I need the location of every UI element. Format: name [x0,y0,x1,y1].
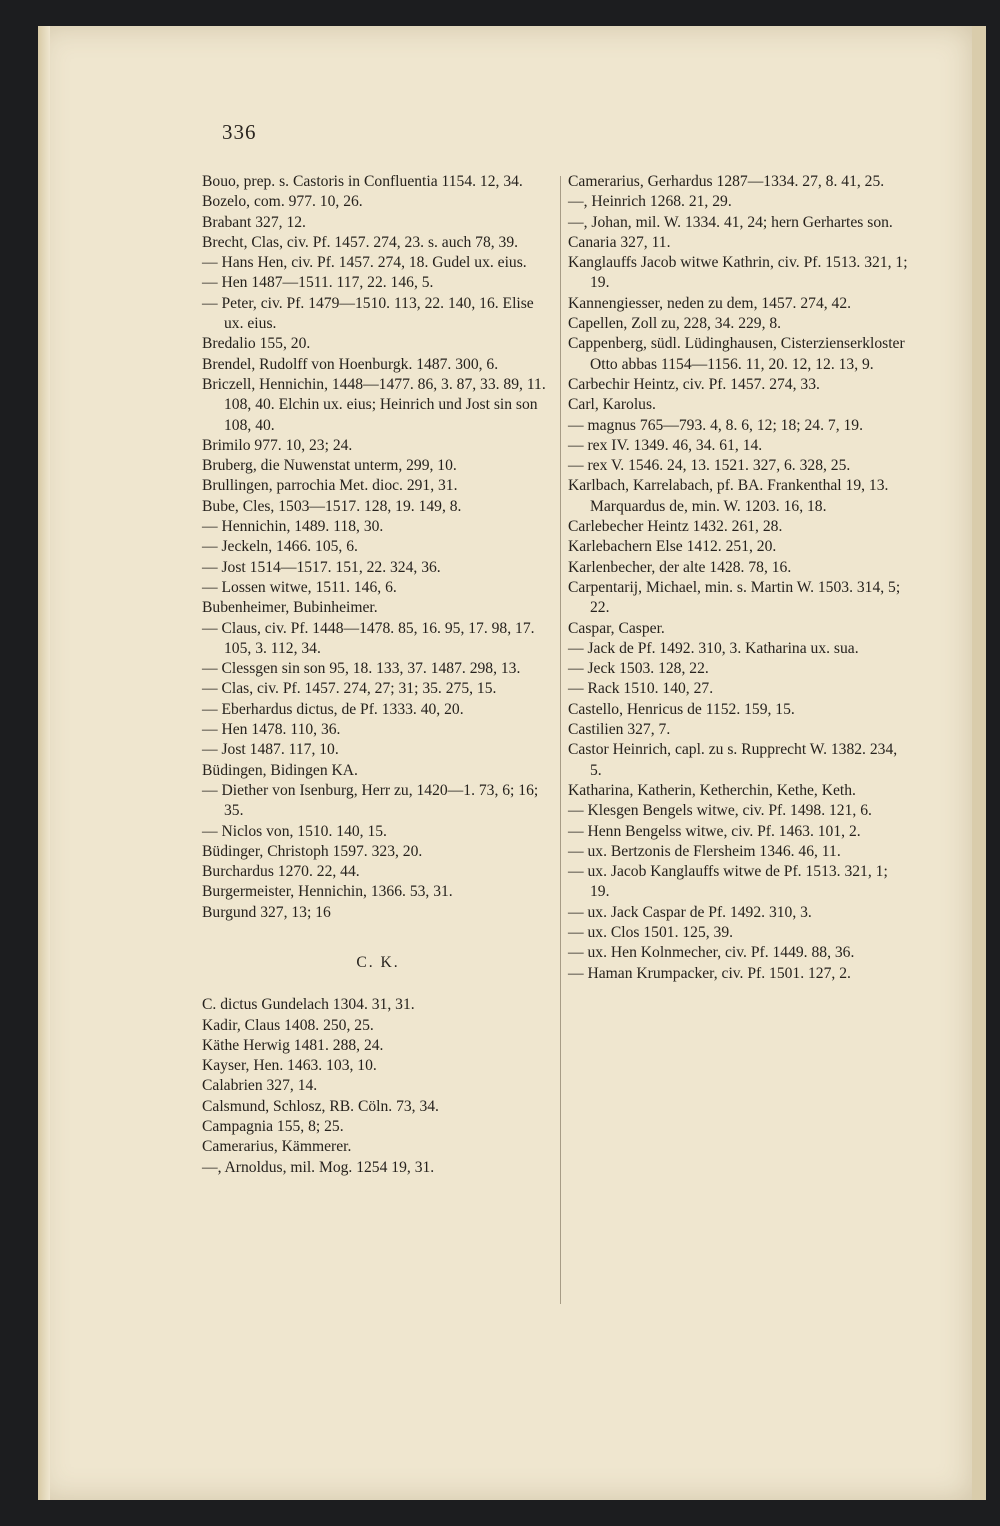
index-entry: — Haman Krumpacker, civ. Pf. 1501. 127, 2. [568,964,851,982]
index-entry: Karlebachern Else 1412. 251, 20. [568,538,777,556]
index-entry: Bube, Cles, 1503—1517. 128, 19. 149, 8. [202,497,462,515]
index-entry: — Hans Hen, civ. Pf. 1457. 274, 18. Gudel ux. eius. [202,254,527,272]
index-entry: —, Heinrich 1268. 21, 29. [568,193,732,211]
index-entry: — rex IV. 1349. 46, 34. 61, 14. [568,436,763,454]
index-entry: — ux. Clos 1501. 125, 39. [568,923,734,941]
column-divider [560,176,561,1304]
index-entries-b-burg [202,172,554,923]
index-entry: Brullingen, parrochia Met. dioc. 291, 31. [202,477,458,495]
index-entry: Bozelo, com. 977. 10, 26. [202,193,363,211]
page-edge [972,26,986,1500]
page-gutter [38,26,50,1500]
index-entry: — Claus, civ. Pf. 1448—1478. 85, 16. 95, 17. 98, 17. 105, 3. 112, 34. [202,619,535,657]
section-heading: C. K. [356,953,400,971]
index-entry: Camerarius, Kämmerer. [202,1138,352,1156]
index-entry: Briczell, Hennichin, 1448—1477. 86, 3. 87, 33. 89, 11. 108, 40. Elchin ux. eius; Heinrich und Jost sin son 108, 40. [202,375,546,434]
index-entry: — Jeck 1503. 128, 22. [568,660,709,678]
index-entry: — Rack 1510. 140, 27. [568,680,714,698]
index-entry: —, Arnoldus, mil. Mog. 1254 19, 31. [202,1158,435,1176]
index-entry: — ux. Jack Caspar de Pf. 1492. 310, 3. [568,903,812,921]
index-entry: — ux. Bertzonis de Flersheim 1346. 46, 11. [568,842,841,860]
index-entry: Bredalio 155, 20. [202,335,311,353]
index-entry: — Eberhardus dictus, de Pf. 1333. 40, 20. [202,700,464,718]
index-entry: — Henn Bengelss witwe, civ. Pf. 1463. 101, 2. [568,822,861,840]
index-entry: — ux. Hen Kolnmecher, civ. Pf. 1449. 88, 36. [568,944,855,962]
index-entry: Canaria 327, 11. [568,233,671,251]
index-entry: Kannengiesser, neden zu dem, 1457. 274, 42. [568,294,852,312]
index-entry: Carl, Karolus. [568,396,656,414]
index-entry: — Lossen witwe, 1511. 146, 6. [202,578,397,596]
index-entry: Brendel, Rudolff von Hoenburgk. 1487. 300, 6. [202,355,499,373]
index-entry: Bubenheimer, Bubinheimer. [202,599,378,617]
index-entry: Caspar, Casper. [568,619,665,637]
index-entry: — Hennichin, 1489. 118, 30. [202,518,384,536]
left-column [202,172,554,1178]
index-entry: Käthe Herwig 1481. 288, 24. [202,1036,384,1054]
index-entry: C. dictus Gundelach 1304. 31, 31. [202,996,415,1014]
index-entry: Karlenbecher, der alte 1428. 78, 16. [568,558,792,576]
index-entry: Brabant 327, 12. [202,213,306,231]
index-entry: Büdinger, Christoph 1597. 323, 20. [202,842,423,860]
index-entry: — Jack de Pf. 1492. 310, 3. Katharina ux. sua. [568,639,859,657]
index-entry: — Hen 1487—1511. 117, 22. 146, 5. [202,274,434,292]
index-entry: — rex V. 1546. 24, 13. 1521. 327, 6. 328, 25. [568,457,851,475]
index-entry: Calabrien 327, 14. [202,1077,318,1095]
index-entry: Calsmund, Schlosz, RB. Cöln. 73, 34. [202,1097,439,1115]
index-entries-c-k [202,995,554,1178]
index-entry: Carpentarij, Michael, min. s. Martin W. 1503. 314, 5; 22. [568,578,901,617]
index-entry: Burgund 327, 13; 16 [202,903,331,921]
index-entry: Castor Heinrich, capl. zu s. Rupprecht W. 1382. 234, 5. [568,741,898,779]
index-entry: — Klesgen Bengels witwe, civ. Pf. 1498. 121, 6. [568,802,872,820]
index-entry: —, Johan, mil. W. 1334. 41, 24; hern Gerhartes son. [568,213,893,231]
index-entry: — Diether von Isenburg, Herr zu, 1420—1. 73, 6; 16; 35. [202,781,539,820]
index-entry: Cappenberg, südl. Lüdinghausen, Cisterzienserkloster Otto abbas 1154—1156. 11, 20. 12, 12. 13, 9. [568,335,905,373]
index-entry: Kanglauffs Jacob witwe Kathrin, civ. Pf. 1513. 321, 1; 19. [568,254,908,292]
index-entry: — Jeckeln, 1466. 105, 6. [202,538,358,556]
index-entry: — Niclos von, 1510. 140, 15. [202,822,387,840]
index-entry: Capellen, Zoll zu, 228, 34. 229, 8. [568,315,782,333]
index-entry: — Jost 1487. 117, 10. [202,741,339,759]
index-entry: Brecht, Clas, civ. Pf. 1457. 274, 23. s. auch 78, 39. [202,233,519,251]
index-entries-cam-kath [568,172,908,984]
index-entry: Kayser, Hen. 1463. 103, 10. [202,1057,377,1075]
index-entry: — Clas, civ. Pf. 1457. 274, 27; 31; 35. 275, 15. [202,680,497,698]
index-entry: Karlbach, Karrelabach, pf. BA. Frankenthal 19, 13. Marquardus de, min. W. 1203. 16, 18. [568,477,889,515]
index-entry: Katharina, Katherin, Ketherchin, Kethe, Keth. [568,781,856,799]
index-entry: Kadir, Claus 1408. 250, 25. [202,1016,374,1034]
index-entry: — Clessgen sin son 95, 18. 133, 37. 1487. 298, 13. [202,660,521,678]
index-entry: Burgermeister, Hennichin, 1366. 53, 31. [202,883,453,901]
index-entry: Bruberg, die Nuwenstat unterm, 299, 10. [202,457,457,475]
index-entry: Bouo, prep. s. Castoris in Confluentia 1154. 12, 34. [202,173,523,190]
index-entry: Castilien 327, 7. [568,721,671,739]
index-entry: — Peter, civ. Pf. 1479—1510. 113, 22. 140, 16. Elise ux. eius. [202,294,534,333]
index-entry: Carbechir Heintz, civ. Pf. 1457. 274, 33. [568,375,820,393]
index-entry: Burchardus 1270. 22, 44. [202,863,360,881]
index-entry: Brimilo 977. 10, 23; 24. [202,436,353,454]
index-entry: Büdingen, Bidingen KA. [202,761,358,779]
index-entry: Campagnia 155, 8; 25. [202,1118,344,1136]
index-entry: Camerarius, Gerhardus 1287—1334. 27, 8. 41, 25. [568,173,885,190]
index-entry: — magnus 765—793. 4, 8. 6, 12; 18; 24. 7, 19. [568,416,863,434]
index-entry: Castello, Henricus de 1152. 159, 15. [568,700,795,718]
index-entry: Carlebecher Heintz 1432. 261, 28. [568,518,783,536]
index-entry: — ux. Jacob Kanglauffs witwe de Pf. 1513. 321, 1; 19. [568,863,888,901]
page-number: 336 [222,120,257,144]
index-entry: — Jost 1514—1517. 151, 22. 324, 36. [202,558,441,576]
index-entry: — Hen 1478. 110, 36. [202,721,341,739]
right-column [568,172,908,984]
